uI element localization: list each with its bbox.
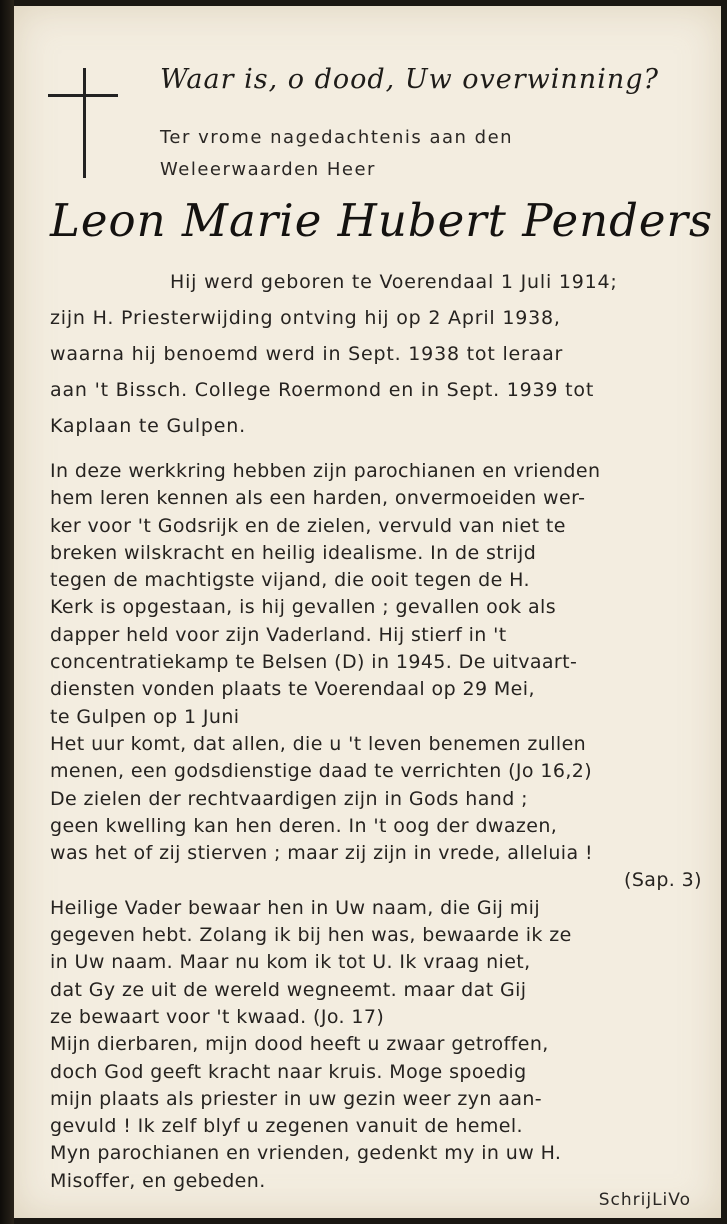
- card-edge-shadow: [0, 0, 14, 1224]
- text-line: Mijn dierbaren, mijn dood heeft u zwaar getroffen,: [50, 1033, 549, 1056]
- bio-line: Kaplaan te Gulpen.: [50, 415, 246, 437]
- text-line: gegeven hebt. Zolang ik bij hen was, bewaarde ik ze: [50, 924, 572, 947]
- intro: [160, 122, 700, 186]
- text-line: mijn plaats als priester in uw gezin weer zyn aan-: [50, 1087, 543, 1110]
- text-line: tegen de machtigste vijand, die ooit tegen de H.: [50, 569, 530, 592]
- text-line: ker voor 't Godsrijk en de zielen, vervuld van niet te: [50, 514, 566, 537]
- text-line: concentratiekamp te Belsen (D) in 1945. De uitvaart-: [50, 651, 578, 674]
- text-line: Myn parochianen en vrienden, gedenkt my in uw H.: [50, 1142, 562, 1165]
- text-line: dapper held voor zijn Vaderland. Hij stierf in 't: [50, 623, 507, 646]
- intro-line: Weleerwaarden Heer: [160, 159, 376, 180]
- citation: (Sap. 3): [624, 869, 702, 892]
- biography: [50, 264, 700, 444]
- cross-icon: [48, 68, 118, 188]
- text-line: gevuld ! Ik zelf blyf u zegenen vanuit de hemel.: [50, 1115, 523, 1138]
- bio-line: Hij werd geboren te Voerendaal 1 Juli 1914;: [170, 271, 618, 293]
- bio-line: waarna hij benoemd werd in Sept. 1938 tot leraar: [50, 343, 564, 365]
- text-line: in Uw naam. Maar nu kom ik tot U. Ik vraag niet,: [50, 951, 531, 974]
- text-line: was het of zij stierven ; maar zij zijn in vrede, alleluia !: [50, 842, 593, 865]
- printer-mark: SchrijLiVo: [598, 1190, 691, 1210]
- text-line: geen kwelling kan hen deren. In 't oog der dwazen,: [50, 814, 558, 837]
- text-line: te Gulpen op 1 Juni: [50, 705, 240, 728]
- text-line: diensten vonden plaats te Voerendaal op 29 Mei,: [50, 678, 535, 701]
- memorial-card: [14, 6, 721, 1218]
- text-line: ze bewaart voor 't kwaad. (Jo. 17): [50, 1005, 385, 1028]
- text-line: Kerk is opgestaan, is hij gevallen ; gevallen ook als: [50, 596, 557, 619]
- text-line: De zielen der rechtvaardigen zijn in Gods hand ;: [50, 787, 528, 810]
- eulogy-text: [50, 458, 702, 1195]
- motto: Waar is, o dood, Uw overwinning?: [160, 64, 659, 95]
- text-line: dat Gy ze uit de wereld wegneemt. maar dat Gij: [50, 978, 527, 1001]
- text-line: Het uur komt, dat allen, die u 't leven benemen zullen: [50, 732, 587, 755]
- text-line: In deze werkkring hebben zijn parochianen en vrienden: [50, 460, 601, 482]
- intro-line: Ter vrome nagedachtenis aan den: [160, 127, 514, 148]
- text-line: breken wilskracht en heilig idealisme. In de strijd: [50, 541, 537, 564]
- text-line: doch God geeft kracht naar kruis. Moge spoedig: [50, 1060, 527, 1083]
- text-line: menen, een godsdienstige daad te verrichten (Jo 16,2): [50, 760, 593, 783]
- text-line: Heilige Vader bewaar hen in Uw naam, die Gij mij: [50, 896, 541, 919]
- bio-line: zijn H. Priesterwijding ontving hij op 2 April 1938,: [50, 307, 561, 329]
- bio-line: aan 't Bissch. College Roermond en in Sept. 1939 tot: [50, 379, 595, 401]
- deceased-name: Leon Marie Hubert Penders: [50, 194, 714, 247]
- text-line: hem leren kennen als een harden, onvermoeiden wer-: [50, 487, 586, 510]
- text-line: Misoffer, en gebeden.: [50, 1169, 266, 1192]
